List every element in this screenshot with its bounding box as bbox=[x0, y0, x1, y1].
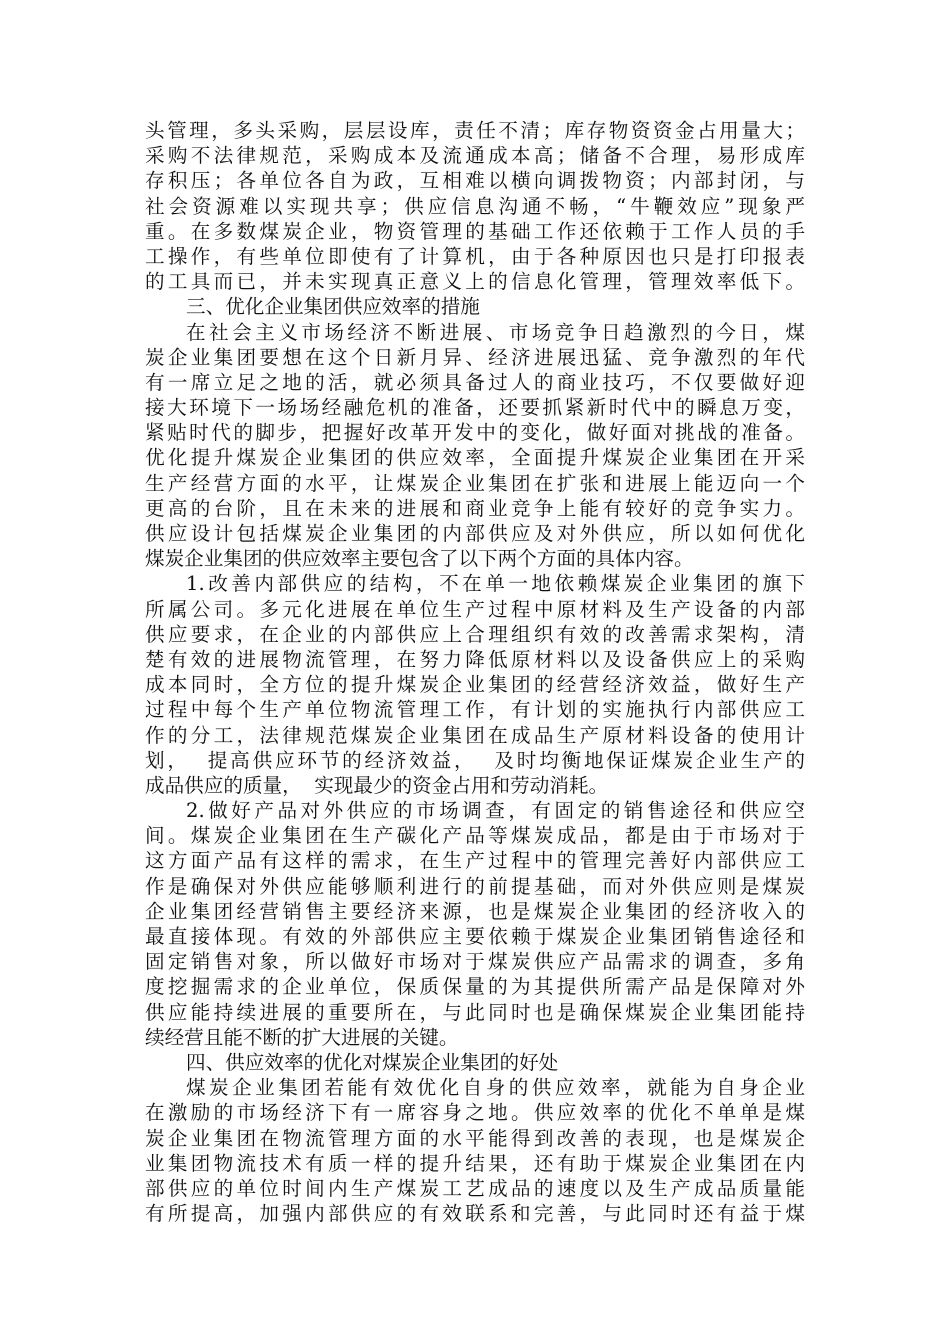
text-line: 划， 提高供应环节的经济效益， 及时均衡地保证煤炭企业生产的 bbox=[145, 748, 805, 772]
text-line: 部供应的单位时间内生产煤炭工艺成品的速度以及生产成品质量能 bbox=[145, 1176, 805, 1200]
text-line: 在社会主义市场经济不断进展、市场竞争日趋激烈的今日，煤 bbox=[186, 320, 805, 344]
text-line: 工操作，有些单位即使有了计算机，由于各种原因也只是打印报表 bbox=[145, 244, 805, 268]
text-line: 煤炭企业集团的供应效率主要包含了以下两个方面的具体内容。 bbox=[145, 547, 694, 571]
text-line: 作的分工，法律规范煤炭企业集团在成品生产原材料设备的使用计 bbox=[145, 723, 805, 747]
text-line: 度挖掘需求的企业单位，保质保量的为其提供所需产品是保障对外 bbox=[145, 975, 805, 999]
text-line: 重。在多数煤炭企业，物资管理的基础工作还依赖于工作人员的手 bbox=[145, 219, 805, 243]
text-line: 有所提高，加强内部供应的有效联系和完善，与此同时还有益于煤 bbox=[145, 1202, 805, 1226]
text-line: 采购不法律规范，采购成本及流通成本高；储备不合理，易形成库 bbox=[145, 144, 805, 168]
text-line: 煤炭企业集团若能有效优化自身的供应效率，就能为自身企业 bbox=[186, 1076, 805, 1100]
document-page bbox=[145, 118, 805, 1226]
text-line: 成本同时，全方位的提升煤炭企业集团的经营经济效益，做好生产 bbox=[145, 673, 805, 697]
text-line: 成品供应的质量， 实现最少的资金占用和劳动消耗。 bbox=[145, 773, 609, 797]
text-line: 所属公司。多元化进展在单位生产过程中原材料及生产设备的内部 bbox=[145, 597, 805, 621]
text-line: 作是确保对外供应能够顺利进行的前提基础，而对外供应则是煤炭 bbox=[145, 874, 805, 898]
text-line: 生产经营方面的水平，让煤炭企业集团在扩张和进展上能迈向一个 bbox=[145, 471, 805, 495]
text-line: 最直接体现。有效的外部供应主要依赖于煤炭企业集团销售途径和 bbox=[145, 925, 805, 948]
text-line: 头管理，多头采购，层层设库，责任不清；库存物资资金占用量大； bbox=[145, 119, 805, 142]
text-line: 接大环境下一场场经融危机的准备，还要抓紧新时代中的瞬息万变， bbox=[145, 396, 805, 420]
text-line: 2.做好产品对外供应的市场调查，有固定的销售途径和供应空 bbox=[186, 799, 805, 823]
text-line: 供应能持续进展的重要所在，与此同时也是确保煤炭企业集团能持 bbox=[145, 1000, 805, 1024]
text-line: 固定销售对象，所以做好市场对于煤炭供应产品需求的调查，多角 bbox=[145, 950, 805, 974]
text-line: 的工具而已，并未实现真正意义上的信息化管理，管理效率低下。 bbox=[145, 270, 805, 294]
text-line: 更高的台阶，且在未来的进展和商业竞争上能有较好的竞争实力。 bbox=[145, 496, 805, 520]
text-line: 楚有效的进展物流管理，在努力降低原材料以及设备供应上的采购 bbox=[145, 647, 805, 671]
text-line: 业集团物流技术有质一样的提升结果，还有助于煤炭企业集团在内 bbox=[145, 1151, 805, 1175]
section-heading: 三、优化企业集团供应效率的措施 bbox=[186, 295, 480, 319]
text-line: 续经营且能不断的扩大进展的关键。 bbox=[145, 1025, 459, 1049]
text-line: 这方面产品有这样的需求，在生产过程中的管理完善好内部供应工 bbox=[145, 849, 805, 873]
text-line: 1.改善内部供应的结构，不在单一地依赖煤炭企业集团的旗下 bbox=[186, 572, 805, 596]
text-line: 有一席立足之地的活，就必须具备过人的商业技巧，不仅要做好迎 bbox=[145, 370, 805, 394]
section-heading: 四、供应效率的优化对煤炭企业集团的好处 bbox=[186, 1050, 559, 1074]
text-line: 存积压；各单位各自为政，互相难以横向调拨物资；内部封闭，与 bbox=[145, 169, 805, 193]
text-line: 供应设计包括煤炭企业集团的内部供应及对外供应，所以如何优化 bbox=[145, 522, 805, 545]
text-line: 过程中每个生产单位物流管理工作，有计划的实施执行内部供应工 bbox=[145, 698, 805, 722]
text-line: 炭企业集团要想在这个日新月异、经济进展迅猛、竞争激烈的年代 bbox=[145, 345, 805, 369]
text-line: 供应要求，在企业的内部供应上合理组织有效的改善需求架构，清 bbox=[145, 622, 805, 646]
text-line: 优化提升煤炭企业集团的供应效率，全面提升煤炭企业集团在开采 bbox=[145, 446, 805, 470]
text-line: 社会资源难以实现共享；供应信息沟通不畅，“牛鞭效应”现象严 bbox=[145, 194, 805, 218]
text-line: 间。煤炭企业集团在生产碳化产品等煤炭成品，都是由于市场对于 bbox=[145, 824, 805, 848]
text-line: 企业集团经营销售主要经济来源，也是煤炭企业集团的经济收入的 bbox=[145, 899, 805, 923]
text-line: 在激励的市场经济下有一席容身之地。供应效率的优化不单单是煤 bbox=[145, 1101, 805, 1125]
text-line: 紧贴时代的脚步，把握好改革开发中的变化，做好面对挑战的准备。 bbox=[145, 421, 805, 445]
text-line: 炭企业集团在物流管理方面的水平能得到改善的表现，也是煤炭企 bbox=[145, 1126, 805, 1150]
